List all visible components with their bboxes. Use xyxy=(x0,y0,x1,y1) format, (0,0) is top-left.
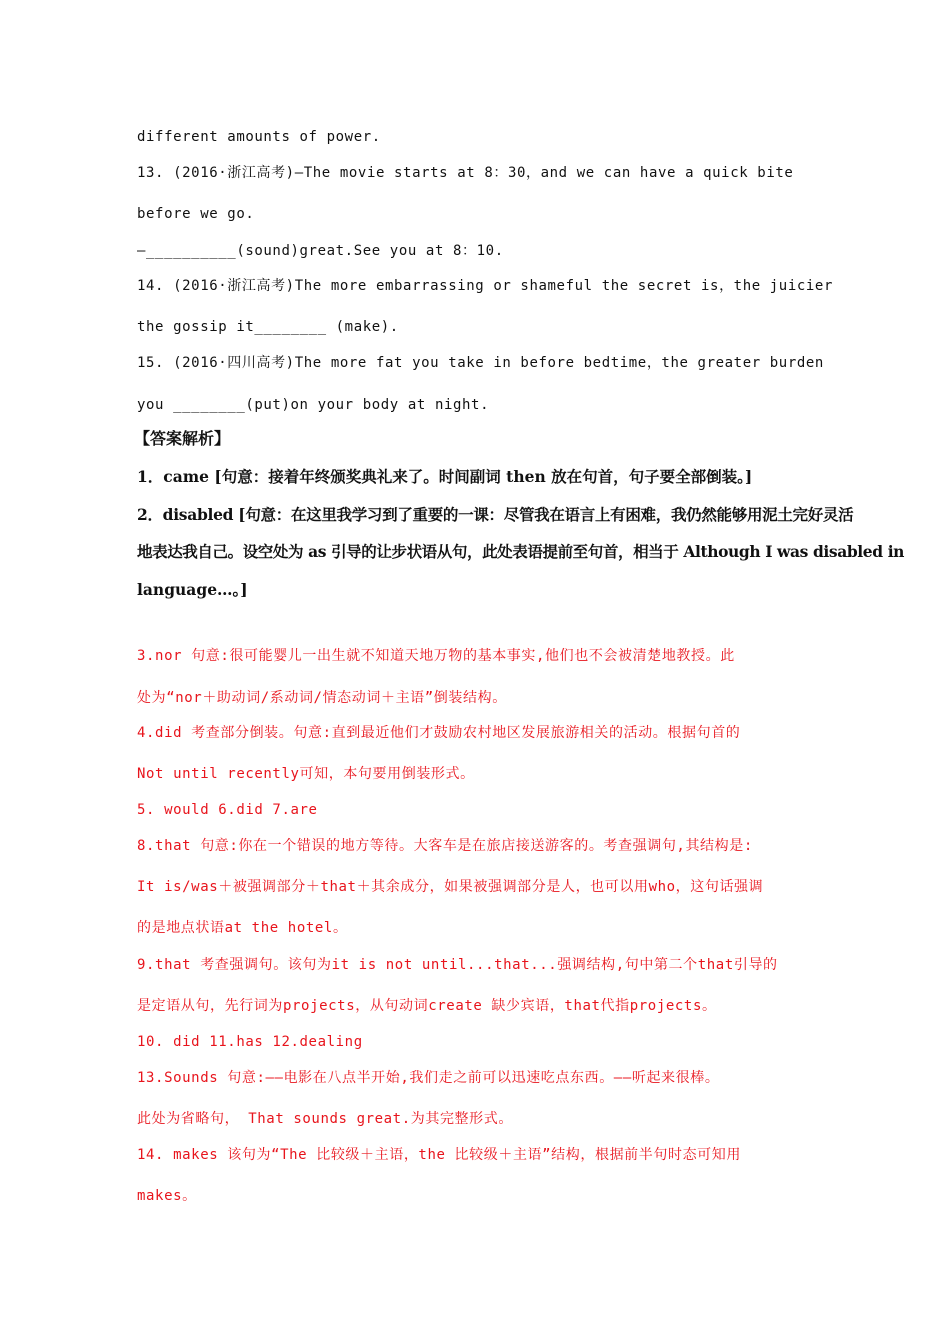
answer-13-line1: 13.Sounds 句意:——电影在八点半开始,我们走之前可以迅速吃点东西。——听起来很棒。 xyxy=(137,1070,720,1086)
answer-3-line2: 处为“nor＋助动词/系动词/情态动词＋主语”倒装结构。 xyxy=(137,690,507,706)
answer-8-line1: 8.that 句意:你在一个错误的地方等待。大客车是在旅店接送游客的。考查强调句,其结构是: xyxy=(137,838,753,854)
q15-line1: 15. (2016·四川高考)The more fat you take in before bedtime，the greater burden xyxy=(137,355,824,371)
answer-4-line2: Not until recently可知，本句要用倒装形式。 xyxy=(137,766,475,782)
answer-8-line2: It is/was＋被强调部分＋that＋其余成分，如果被强调部分是人，也可以用who，这句话强调 xyxy=(137,879,764,895)
q12-tail: different amounts of power. xyxy=(137,129,381,145)
q14-line2: the gossip it________ (make). xyxy=(137,319,399,335)
answer-2-line1: 2．disabled [句意：在这里我学习到了重要的一课：尽管我在语言上有困难，我仍然能够用泥土完好灵活 xyxy=(137,505,854,524)
q14-line1: 14. (2016·浙江高考)The more embarrassing or shameful the secret is，the juicier xyxy=(137,278,833,294)
q13-line1: 13. (2016·浙江高考)—The movie starts at 8：30，and we can have a quick bite xyxy=(137,165,794,181)
answer-9-line2: 是定语从句，先行词为projects，从句动词create 缺少宾语，that代指projects。 xyxy=(137,998,717,1014)
answer-10-12: 10. did 11.has 12.dealing xyxy=(137,1034,363,1050)
answer-8-line3: 的是地点状语at the hotel。 xyxy=(137,920,348,936)
answer-1: 1．came [句意：接着年终颁奖典礼来了。时间副词 then 放在句首，句子要全部倒装。] xyxy=(137,467,753,486)
q13-line2: before we go. xyxy=(137,206,255,222)
answer-heading: 【答案解析】 xyxy=(134,429,231,448)
answer-2-line3: language…。] xyxy=(137,580,248,599)
answer-14-line2: makes。 xyxy=(137,1188,197,1204)
answer-13-line2: 此处为省略句， That sounds great.为其完整形式。 xyxy=(137,1111,513,1127)
q13-line3: —__________(sound)great.See you at 8：10. xyxy=(137,243,504,259)
answer-14-line1: 14. makes 该句为“The 比较级＋主语，the 比较级＋主语”结构，根据前半句时态可知用 xyxy=(137,1147,741,1163)
answer-2-line2: 地表达我自己。设空处为 as 引导的让步状语从句，此处表语提前至句首，相当于 Although I was disabled in xyxy=(137,542,905,561)
answer-4-line1: 4.did 考查部分倒装。句意:直到最近他们才鼓励农村地区发展旅游相关的活动。根据句首的 xyxy=(137,725,741,741)
answer-9-line1: 9.that 考查强调句。该句为it is not until...that...强调结构,句中第二个that引导的 xyxy=(137,957,778,973)
q15-line2: you ________(put)on your body at night. xyxy=(137,397,490,413)
answer-3-line1: 3.nor 句意:很可能婴儿一出生就不知道天地万物的基本事实,他们也不会被清楚地教授。此 xyxy=(137,648,735,664)
answer-5-7: 5. would 6.did 7.are xyxy=(137,802,318,818)
